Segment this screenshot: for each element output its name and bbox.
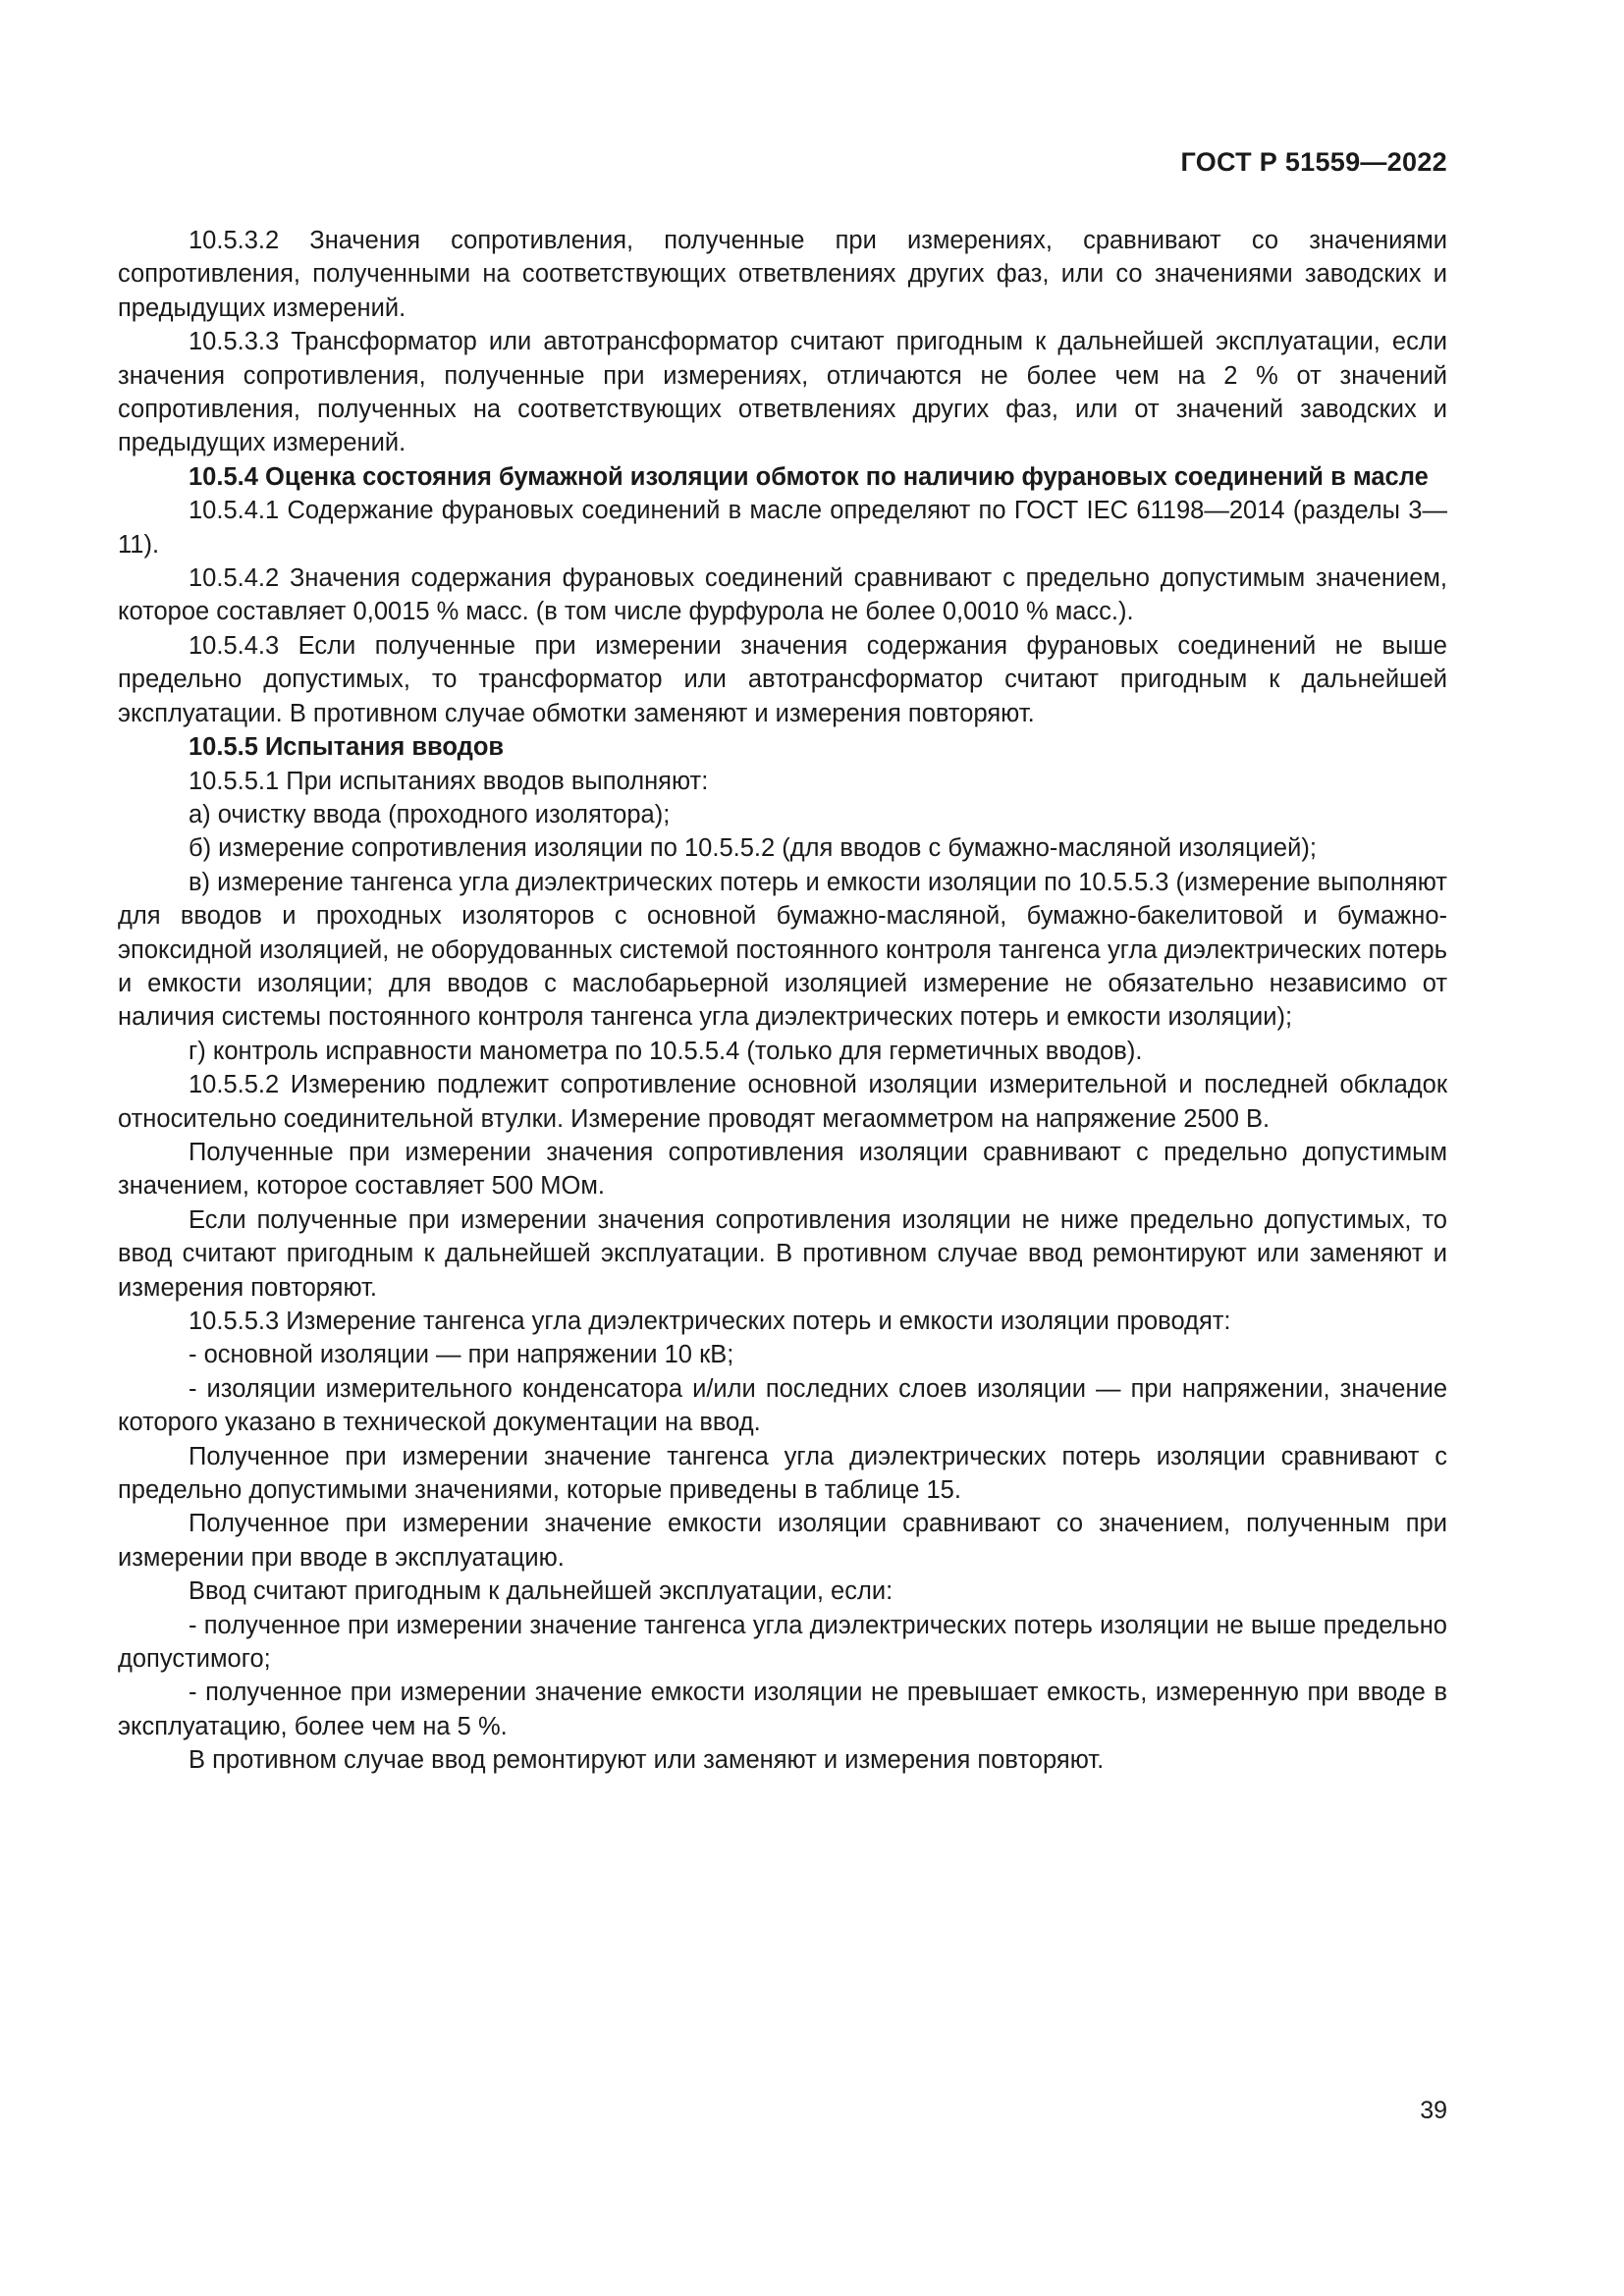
dash-item-capacitance-condition: - полученное при измерении значение емкости изоляции не превышает емкость, измеренную при вводе в эксплуатацию, более чем на 5 %. (118, 1679, 1447, 1740)
paragraph-resistance-compare: Полученные при измерении значения сопротивления изоляции сравнивают с предельно допустимым значением, которое составляет 500 МОм. (118, 1138, 1447, 1201)
paragraph-10-5-4-2: 10.5.4.2 Значения содержания фурановых соединений сравнивают с предельно допустимым значением, которое составляет 0,0015 % масс. (в том числе фурфурола не более 0,0010 % масс.). (118, 564, 1447, 626)
list-item-v: в) измерение тангенса угла диэлектрических потерь и емкости изоляции по 10.5.5.3 (измерение выполняют для вводов и проходных изоляторов с основной бумажно-масляной, бумажно-бакелитовой и бумажно-эпоксидной изоляцией, не оборудованных системой постоянного контроля тангенса угла диэлектрических потерь и емкости изоляции; для вводов с маслобарьерной изоляцией измерение не обязательно независимо от наличия системы постоянного контроля тангенса угла диэлектрических потерь и емкости изоляции); (118, 868, 1447, 1032)
paragraph-10-5-4-1: 10.5.4.1 Содержание фурановых соединений в масле определяют по ГОСТ IEC 61198—2014 (разделы 3—11). (118, 497, 1447, 559)
paragraph-suitability-conditions: Ввод считают пригодным к дальнейшей эксплуатации, если: (189, 1577, 893, 1606)
paragraph-10-5-5-3: 10.5.5.3 Измерение тангенса угла диэлектрических потерь и емкости изоляции проводят: (189, 1308, 1231, 1335)
document-code-header: ГОСТ Р 51559—2022 (1180, 147, 1447, 177)
paragraph-10-5-4-3: 10.5.4.3 Если полученные при измерении значения содержания фурановых соединений не выше предельно допустимых, то трансформатор или автотрансформатор считают пригодным к дальнейшей эксплуатации. В противном случае обмотки заменяют и измерения повторяют. (118, 631, 1447, 727)
document-body (118, 224, 1447, 1778)
paragraph-10-5-5-2: 10.5.5.2 Измерению подлежит сопротивление основной изоляции измерительной и последней обкладок относительно соединительной втулки. Измерение проводят мегаомметром на напряжение 2500 В. (118, 1071, 1447, 1133)
section-heading-10-5-4: 10.5.4 Оценка состояния бумажной изоляции обмоток по наличию фурановых соединений в масле (189, 462, 1429, 491)
paragraph-10-5-3-3: 10.5.3.3 Трансформатор или автотрансформатор считают пригодным к дальнейшей эксплуатации, если значения сопротивления, полученные при измерениях, отличаются не более чем на 2 % от значений сопротивления, полученных на соответствующих ответвлениях других фаз, или от значений заводских и предыдущих измерений. (118, 328, 1447, 457)
paragraph-resistance-result: Если полученные при измерении значения сопротивления изоляции не ниже предельно допустимых, то ввод считают пригодным к дальнейшей эксплуатации. В противном случае ввод ремонтируют или заменяют и измерения повторяют. (118, 1205, 1447, 1302)
page-number: 39 (1420, 2097, 1447, 2124)
list-item-b: б) измерение сопротивления изоляции по 10.5.5.2 (для вводов с бумажно-масляной изоляцией); (189, 834, 1317, 863)
list-item-a: а) очистку ввода (проходного изолятора); (189, 800, 671, 828)
paragraph-otherwise-repair: В противном случае ввод ремонтируют или заменяют и измерения повторяют. (189, 1746, 1105, 1775)
paragraph-tangent-compare: Полученное при измерении значение тангенса угла диэлектрических потерь изоляции сравнивают с предельно допустимыми значениями, которые приведены в таблице 15. (118, 1442, 1447, 1505)
paragraph-capacitance-compare: Полученное при измерении значение емкости изоляции сравнивают со значением, полученным при измерении при вводе в эксплуатацию. (118, 1510, 1447, 1572)
section-heading-10-5-5: 10.5.5 Испытания вводов (189, 733, 505, 762)
dash-item-tangent-condition: - полученное при измерении значение тангенса угла диэлектрических потерь изоляции не выше предельно допустимого; (118, 1611, 1447, 1674)
paragraph-10-5-3-2: 10.5.3.2 Значения сопротивления, полученные при измерениях, сравнивают со значениями сопротивления, полученными на соответствующих ответвлениях других фаз, или со значениями заводских и предыдущих измерений. (118, 227, 1447, 322)
dash-item-main-insulation: - основной изоляции — при напряжении 10 кВ; (189, 1341, 734, 1369)
dash-item-capacitor-insulation: - изоляции измерительного конденсатора и/или последних слоев изоляции — при напряжении, значение которого указано в технической документации на ввод. (118, 1374, 1447, 1437)
list-item-g: г) контроль исправности манометра по 10.5.5.4 (только для герметичных вводов). (189, 1037, 1143, 1065)
paragraph-10-5-5-1: 10.5.5.1 При испытаниях вводов выполняют: (189, 767, 709, 795)
